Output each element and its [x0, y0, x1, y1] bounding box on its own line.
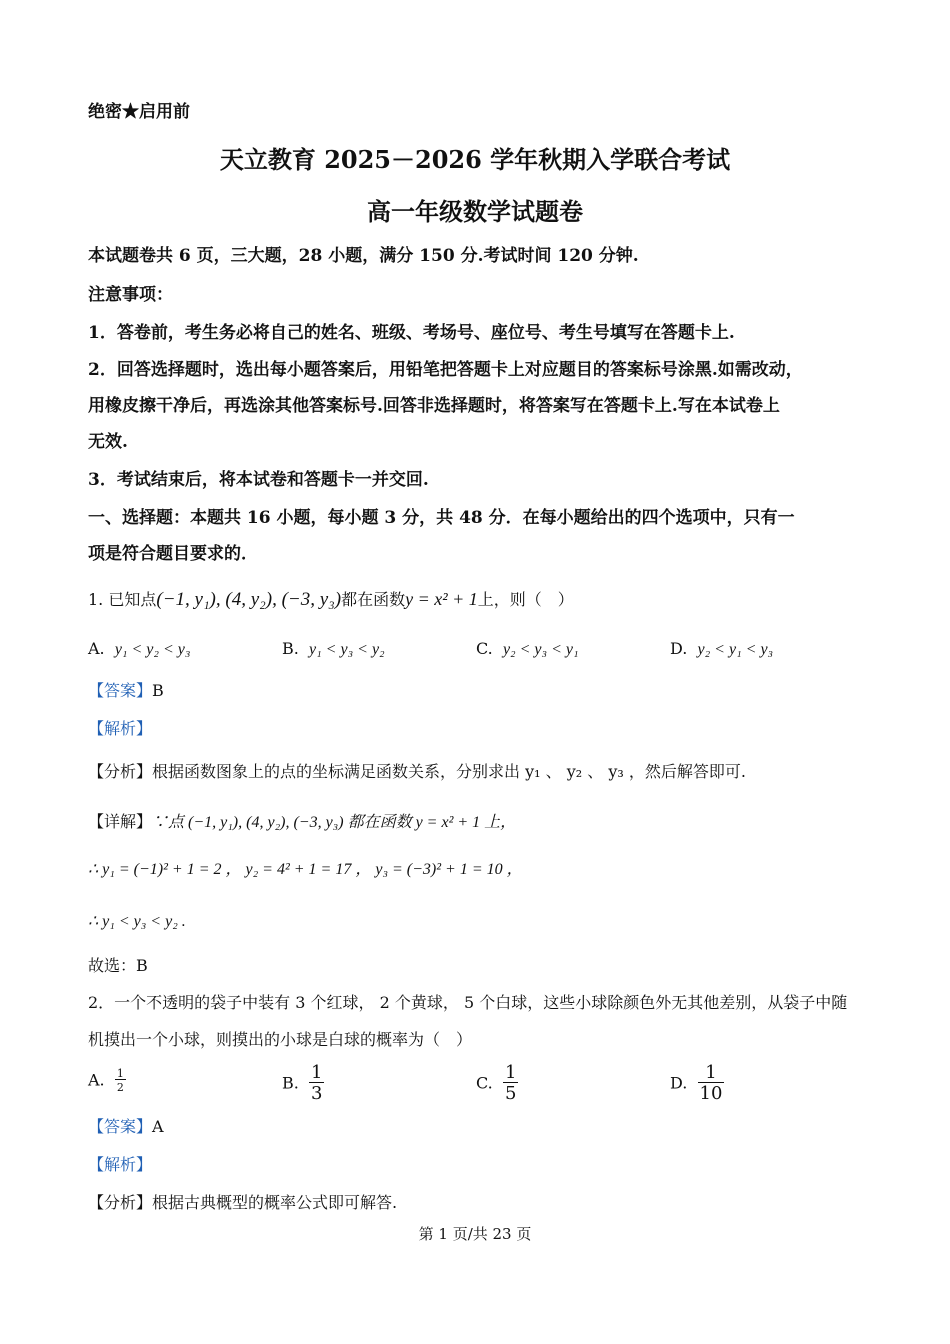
fenxi-text: 根据函数图象上的点的坐标满足函数关系，分别求出 y₁ 、 y₂ 、 y₃ ，然后解答即可. — [152, 762, 746, 781]
question-1-function: y = x² + 1 — [405, 589, 478, 609]
secret-mark: 绝密★启用前 — [88, 102, 190, 122]
exam-summary: 本试题卷共 6 页，三大题，28 小题，满分 150 分.考试时间 120 分钟. — [88, 246, 639, 266]
question-2-option-c — [476, 1064, 518, 1103]
question-2-stem-line-2: 机摸出一个小球，则摸出的小球是白球的概率为（ ） — [88, 1030, 473, 1049]
notes-heading: 注意事项： — [88, 285, 173, 305]
detail-text: ∵点 (−1, y₁), (4, y₂), (−3, y₃) 都在函数 y = x² + 1 上， — [152, 814, 517, 831]
fraction — [503, 1064, 518, 1103]
option-text: y₁ < y₃ < y₂ — [309, 641, 385, 658]
question-2-option-d — [670, 1064, 724, 1103]
question-2-stem-line-1: 2．一个不透明的袋子中装有 3 个红球， 2 个黄球， 5 个白球，这些小球除颜色外无其他差别，从袋子中随 — [88, 993, 848, 1012]
answer-value: A — [152, 1117, 164, 1136]
option-label: D. — [670, 1073, 688, 1093]
numerator: 1 — [116, 1067, 124, 1080]
question-1-option-a — [88, 641, 190, 658]
section-1-heading-line-2: 项是符合题目要求的． — [88, 544, 258, 564]
question-1-mid: 都在函数 — [341, 590, 406, 609]
question-1-answer — [88, 683, 164, 699]
note-3: 3．考试结束后，将本试卷和答题卡一并交回. — [88, 470, 429, 490]
note-2-line-2: 用橡皮擦干净后，再选涂其他答案标号.回答非选择题时，将答案写在答题卡上.写在本试卷上 — [88, 396, 780, 416]
fraction — [115, 1068, 126, 1093]
option-text: y₁ < y₂ < y₃ — [114, 641, 191, 658]
denominator: 2 — [116, 1081, 124, 1094]
option-label: A. — [88, 1070, 105, 1090]
question-1-points: (−1, y₁), (4, y₂), (−3, y₃) — [156, 589, 342, 610]
answer-tag: 【答案】 — [88, 1117, 153, 1136]
question-1-option-c — [476, 641, 579, 658]
option-label: C. — [476, 1073, 493, 1093]
question-1-detail-line-2: ∴ y₁ = (−1)² + 1 = 2 ， y₂ = 4² + 1 = 17 ， y₃ = (−3)² + 1 = 10 ， — [88, 861, 523, 878]
page-footer: 第 1 页/共 23 页 — [418, 1225, 532, 1243]
fenxi-text: 根据古典概型的概率公式即可解答. — [152, 1193, 398, 1212]
option-label: A. — [88, 639, 105, 658]
option-label: D. — [670, 639, 688, 658]
option-label: C. — [476, 639, 493, 658]
question-1-analysis-tag: 【解析】 — [88, 719, 153, 738]
fenxi-tag: 【分析】 — [88, 762, 153, 781]
note-1: 1．答卷前，考生务必将自己的姓名、班级、考场号、座位号、考生号填写在答题卡上. — [88, 323, 735, 343]
section-1-heading-line-1: 一、选择题：本题共 16 小题，每小题 3 分，共 48 分．在每小题给出的四个选项中，只有一 — [88, 508, 795, 528]
option-text: y₂ < y₃ < y₁ — [502, 641, 579, 658]
detail-tag: 【详解】 — [88, 812, 153, 831]
numerator: 1 — [504, 1062, 517, 1083]
fraction — [698, 1064, 725, 1103]
question-2-answer — [88, 1119, 164, 1135]
question-2-option-b — [282, 1064, 324, 1103]
question-1-detail-line-3: ∴ y₁ < y₃ < y₂ . — [88, 913, 186, 930]
fenxi-tag: 【分析】 — [88, 1193, 153, 1212]
fraction — [309, 1064, 324, 1103]
question-1-option-b — [282, 641, 385, 658]
question-1-suffix: 上，则（ ） — [477, 590, 574, 609]
numerator: 1 — [705, 1062, 717, 1083]
question-1-stem — [88, 590, 574, 609]
question-1-detail-line-1 — [88, 814, 516, 831]
denominator: 3 — [311, 1083, 323, 1104]
answer-tag: 【答案】 — [88, 681, 153, 700]
option-text: y₂ < y₁ < y₃ — [697, 641, 774, 658]
question-1-number: 1. — [88, 590, 104, 609]
denominator: 5 — [504, 1083, 517, 1104]
exam-subtitle: 高一年级数学试题卷 — [367, 197, 583, 226]
question-2-option-a — [88, 1068, 126, 1093]
numerator: 1 — [311, 1062, 323, 1083]
note-2-line-1: 2．回答选择题时，选出每小题答案后，用铅笔把答题卡上对应题目的答案标号涂黑.如需改动， — [88, 360, 803, 380]
question-1-option-d — [670, 641, 773, 658]
question-1-fenxi — [88, 764, 746, 780]
question-1-prefix: 已知点 — [108, 590, 157, 609]
option-label: B. — [282, 639, 299, 658]
denominator: 10 — [699, 1083, 723, 1104]
answer-value: B — [152, 681, 164, 700]
question-2-analysis-tag: 【解析】 — [88, 1155, 153, 1174]
question-2-fenxi — [88, 1195, 397, 1211]
note-2-line-3: 无效. — [88, 432, 128, 452]
exam-title: 天立教育 2025－2026 学年秋期入学联合考试 — [219, 145, 731, 174]
question-1-choice: 故选：B — [88, 956, 148, 975]
option-label: B. — [282, 1073, 299, 1093]
